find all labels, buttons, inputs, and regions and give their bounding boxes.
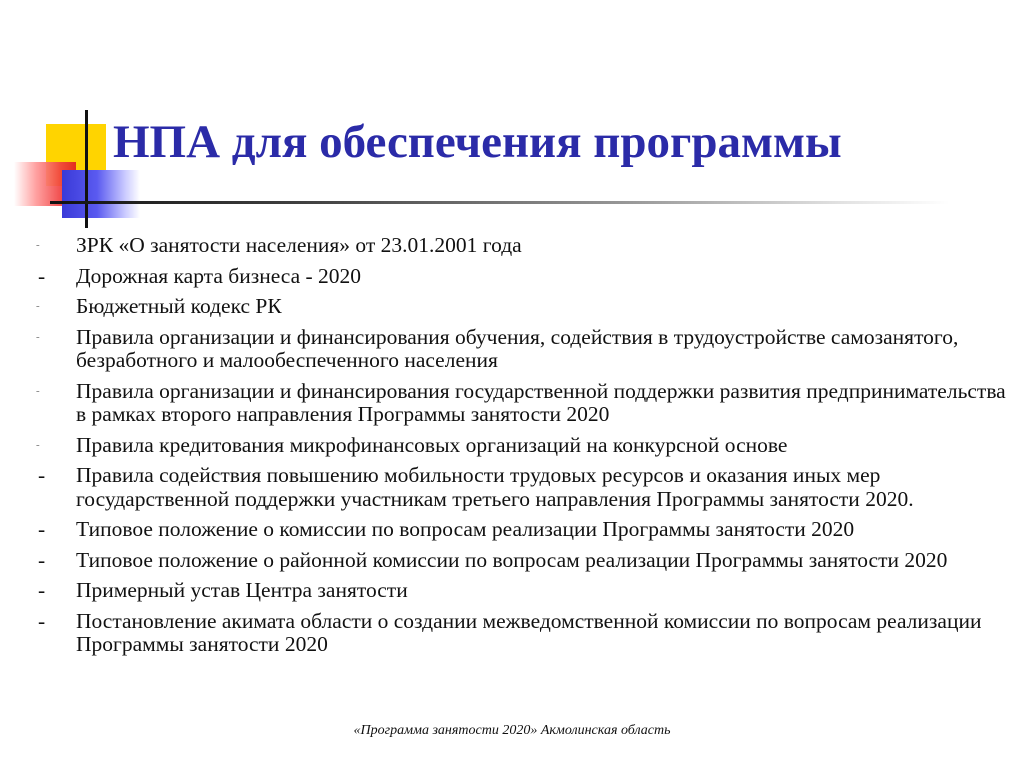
list-item <box>34 518 1014 542</box>
bullet-dash: - <box>38 463 46 487</box>
slide-title: НПА для обеспечения программы <box>113 116 842 168</box>
bullet-dash: - <box>36 300 40 312</box>
list-item <box>34 549 1014 573</box>
list-item-text: Правила организации и финансирования обучения, содействия в трудоустройстве самозанятого, безработного и малообеспеченного населения <box>76 324 959 372</box>
list-item <box>34 610 1014 657</box>
decorative-blue-square <box>62 170 140 218</box>
list-item-text: Примерный устав Центра занятости <box>76 578 408 602</box>
list-item-text: Типовое положение о комиссии по вопросам реализации Программы занятости 2020 <box>76 517 855 541</box>
list-item <box>34 265 1014 289</box>
bullet-dash: - <box>36 239 40 251</box>
list-item <box>34 464 1014 511</box>
list-item <box>34 326 1014 373</box>
list-item <box>34 295 1014 319</box>
bullet-dash: - <box>38 517 46 541</box>
bullet-dash: - <box>36 384 40 397</box>
bullet-dash: - <box>38 608 46 633</box>
document-list <box>34 234 1014 664</box>
decorative-vertical-line <box>85 110 88 228</box>
list-item-text: Типовое положение о районной комиссии по вопросам реализации Программы занятости 2020 <box>76 547 948 572</box>
list-item-text: Бюджетный кодекс РК <box>76 294 282 318</box>
list-item-text: Правила организации и финансирования государственной поддержки развития предпринимательства в рамках второго направления Программы занятости 2020 <box>76 378 1006 426</box>
bullet-dash: - <box>38 578 46 602</box>
bullet-dash: - <box>36 330 40 343</box>
slide-footer: «Программа занятости 2020» Акмолинская область <box>353 723 671 738</box>
list-item-text: Дорожная карта бизнеса - 2020 <box>76 263 362 288</box>
list-item <box>34 579 1014 603</box>
bullet-dash: - <box>38 263 46 288</box>
list-item <box>34 234 1014 258</box>
title-underline <box>50 201 950 204</box>
bullet-dash: - <box>38 547 46 572</box>
list-item-text: Постановление акимата области о создании межведомственной комиссии по вопросам реализации Программы занятости 2020 <box>76 608 982 656</box>
list-item-text: Правила содействия повышению мобильности трудовых ресурсов и оказания иных мер государственной поддержки участникам третьего направления Программы занятости 2020. <box>76 463 914 511</box>
bullet-dash: - <box>36 438 40 451</box>
list-item <box>34 380 1014 427</box>
list-item <box>34 434 1014 458</box>
list-item-text: ЗРК «О занятости населения» от 23.01.2001 года <box>76 233 522 257</box>
list-item-text: Правила кредитования микрофинансовых организаций на конкурсной основе <box>76 432 788 457</box>
